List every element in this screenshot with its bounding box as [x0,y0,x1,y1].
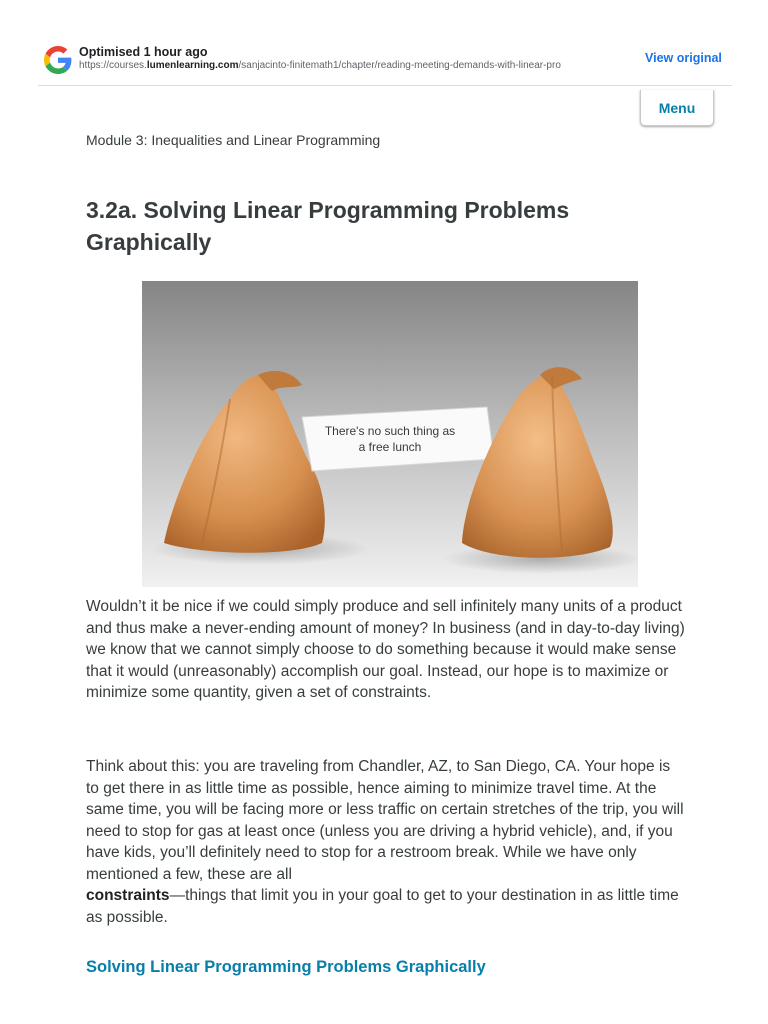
header-divider [38,85,732,86]
url-domain: lumenlearning.com [146,60,239,71]
optimised-status: Optimised 1 hour ago [79,45,208,59]
constraints-term: constraints [86,887,170,904]
page-title: 3.2a. Solving Linear Programming Problems Graphically [86,197,570,255]
url-prefix: https://courses. [79,60,147,71]
google-g-icon [44,46,72,74]
fortune-line-1: There's no such thing as [324,424,456,438]
module-breadcrumb: Module 3: Inequalities and Linear Programming [86,132,381,148]
source-url [79,60,635,71]
url-path: /sanjacinto-finitemath1/chapter/reading-meeting-demands-with-linear-pro [238,60,561,71]
paragraph2-text: Think about this: you are traveling from Chandler, AZ, to San Diego, CA. Your hope is to get there in as little time as possible, hence aiming to minimize travel time. At the same time, you will be facing more or less traffic on certain stretches of the trip, you will need to stop for gas at least once (unless you are driving a hybrid vehicle), and, if you have kids, you’ll definitely need to stop for a restroom break. While we have only mentioned a few, these are all [86,758,684,883]
paragraph2-tail: —things that limit you in your goal to get to your destination in as little time as possible. [86,887,679,926]
travel-example-paragraph [86,756,686,928]
fortune-cookie-image [142,281,638,587]
menu-button[interactable]: Menu [640,90,714,126]
intro-paragraph: Wouldn’t it be nice if we could simply produce and sell infinitely many units of a product and thus make a never-ending amount of money? In business (and in day-to-day living) we know that we cannot simply choose to do something because it would make sense that it would (unreasonably) accomplish our goal. Instead, our hope is to maximize or minimize some quantity, given a set of constraints. [86,598,685,701]
amp-viewer-header [0,0,768,86]
fortune-line-2: a free lunch [358,440,422,454]
section-heading: Solving Linear Programming Problems Graphically [86,958,486,976]
fortune-message [314,423,466,455]
view-original-link[interactable]: View original [645,51,722,65]
